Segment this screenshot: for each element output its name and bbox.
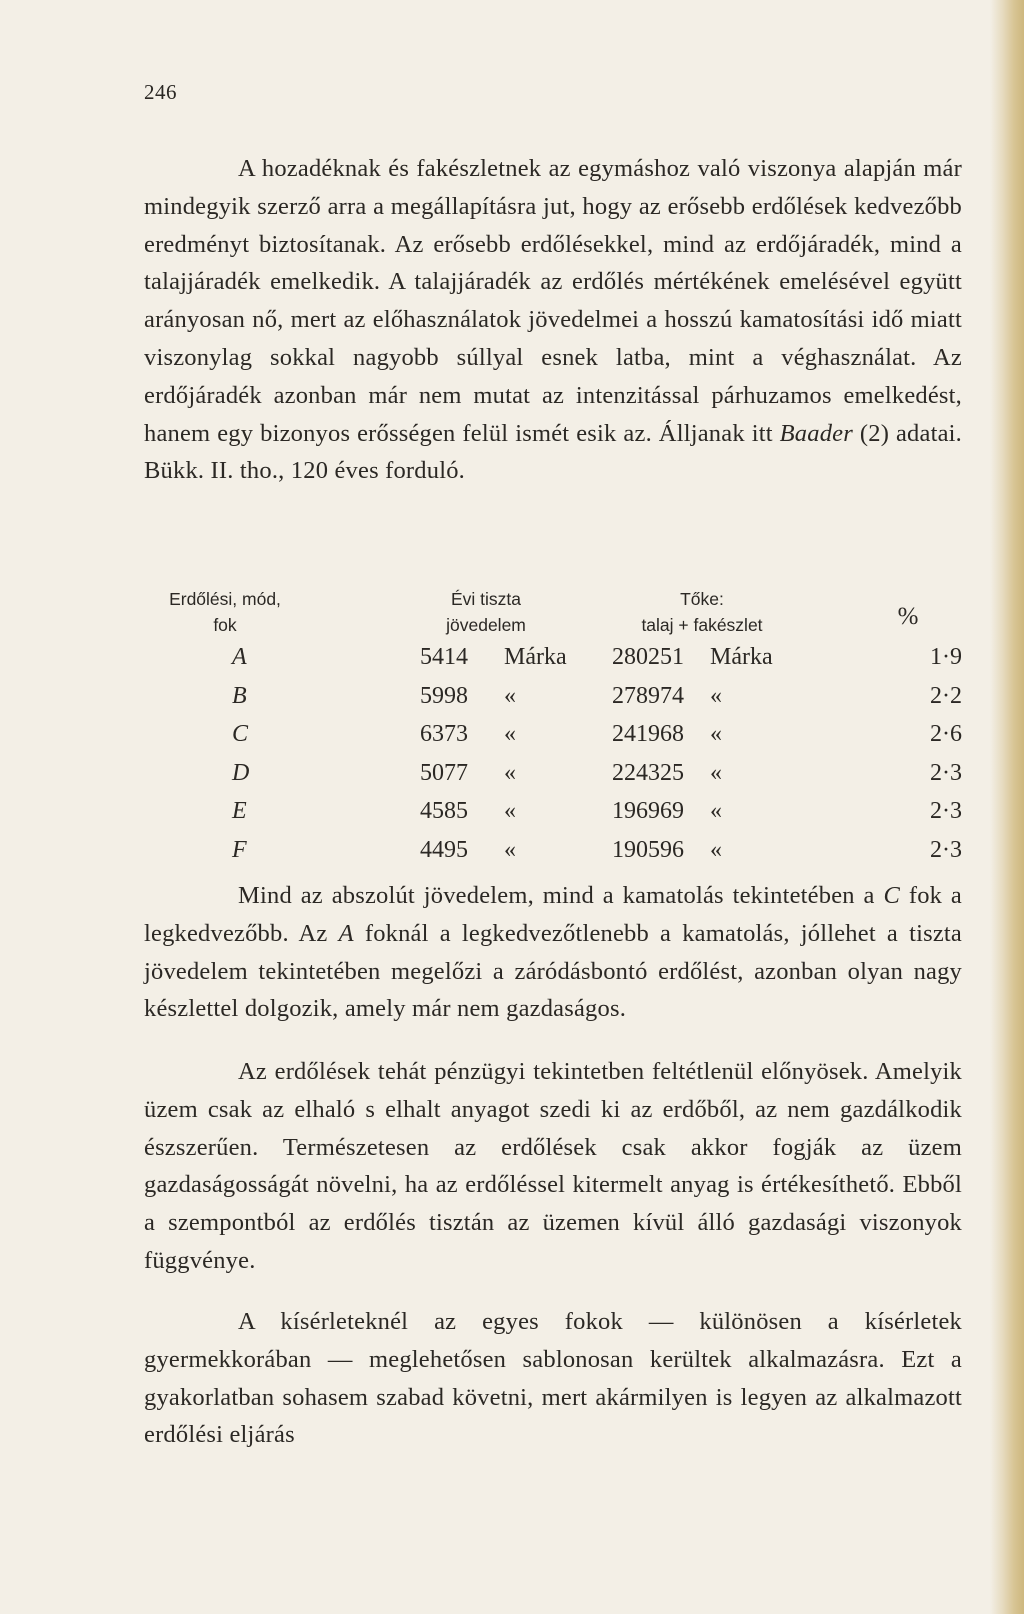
table-header bbox=[144, 586, 974, 644]
cell-percent: 1·9 bbox=[930, 644, 962, 670]
table-row bbox=[144, 798, 974, 837]
paragraph-2-text-e: foknál a legkedvezőtlenebb a kamatolás, jóllehet a tiszta jövedelem tekintetében megelőzi a záródásbontó erdőlést, azonban olyan nagy készlettel dolgozik, amely már nem gazdaságos. bbox=[144, 919, 962, 1023]
cell-jov-unit: « bbox=[504, 721, 516, 747]
paragraph-3-text: Az erdőlések tehát pénzügyi tekintetben feltétlenül előnyösek. Amelyik üzem csak az elhaló s elhalt anyagot szedi ki az erdőből, az nem gazdálkodik észszerűen. Természetesen az erdőlések csak akkor fogják az üzem gazdaságosságát növelni, ha az erdőléssel kitermelt anyag is értékesíthető. Ebből a szempontból az erdőlés tisztán az üzemen kívül álló gazdasági viszonyok függvénye. bbox=[144, 1058, 962, 1274]
header-jovedelem bbox=[421, 586, 551, 638]
header-toke-line1: Tőke: bbox=[680, 589, 724, 609]
table-row bbox=[144, 683, 974, 722]
header-toke bbox=[607, 586, 797, 638]
cell-fok: B bbox=[232, 682, 247, 709]
cell-jov-unit: « bbox=[504, 798, 516, 824]
header-jov-line1: Évi tiszta bbox=[450, 589, 522, 609]
header-fok-line1: Erdőlési, mód, bbox=[169, 589, 281, 609]
cell-fok: C bbox=[232, 721, 249, 747]
header-jov-line2: jövedelem bbox=[446, 615, 526, 635]
cell-jov-unit: Márka bbox=[504, 644, 567, 670]
header-percent: % bbox=[897, 603, 919, 630]
cell-fok: A bbox=[232, 644, 247, 670]
paragraph-3 bbox=[144, 1053, 962, 1280]
cell-toke: 190596 bbox=[612, 836, 684, 863]
cell-percent: 2·2 bbox=[930, 682, 962, 709]
cell-toke: 196969 bbox=[612, 798, 684, 824]
cell-jovedelem: 5998 bbox=[420, 682, 468, 709]
paragraph-2-text-a: Mind az abszolút jövedelem, mind a kamatolás tekintetében a bbox=[238, 882, 884, 909]
paragraph-2 bbox=[144, 877, 962, 1028]
cell-fok: F bbox=[232, 836, 247, 863]
fok-label-c: C bbox=[883, 882, 901, 909]
header-fok-line2: fok bbox=[213, 615, 237, 635]
table-row bbox=[144, 644, 974, 683]
header-fok bbox=[148, 586, 302, 638]
cell-toke: 278974 bbox=[612, 682, 684, 709]
cell-jovedelem: 4495 bbox=[420, 836, 468, 863]
cell-toke-unit: « bbox=[710, 759, 722, 786]
cell-jov-unit: « bbox=[504, 836, 516, 863]
paragraph-4 bbox=[144, 1303, 962, 1454]
header-toke-line2: talaj + fakészlet bbox=[641, 615, 763, 635]
cell-percent: 2·3 bbox=[930, 759, 962, 786]
author-name: Baader bbox=[779, 419, 853, 447]
table-row bbox=[144, 760, 974, 799]
page-edge-shadow bbox=[990, 0, 1024, 1614]
cell-toke-unit: « bbox=[710, 798, 722, 824]
paragraph-4-text: A kísérleteknél az egyes fokok — különösen a kísérletek gyermekkorában — meglehetősen sablonosan kerültek alkalmazásra. Ezt a gyakorlatban sohasem szabad követni, mert akármilyen is legyen az alkalmazott erdőlési eljárás bbox=[144, 1308, 962, 1449]
cell-fok: E bbox=[232, 798, 247, 824]
fok-label-a: A bbox=[338, 919, 354, 947]
paragraph-1-end: (2) adatai. Bükk. II. tho., 120 éves forduló. bbox=[144, 419, 962, 485]
cell-toke: 280251 bbox=[612, 644, 684, 670]
cell-jov-unit: « bbox=[504, 759, 516, 786]
cell-jovedelem: 6373 bbox=[420, 721, 468, 747]
cell-toke-unit: Márka bbox=[710, 644, 773, 670]
cell-percent: 2·3 bbox=[930, 798, 962, 824]
cell-toke-unit: « bbox=[710, 682, 722, 709]
table-row bbox=[144, 721, 974, 760]
cell-jovedelem: 5077 bbox=[420, 759, 468, 786]
data-table bbox=[144, 586, 974, 875]
cell-toke-unit: « bbox=[710, 721, 722, 747]
paragraph-2-text-c: fok a legkedvezőbb. Az bbox=[144, 882, 963, 947]
cell-percent: 2·6 bbox=[930, 721, 962, 747]
cell-percent: 2·3 bbox=[930, 836, 962, 863]
paragraph-1-text: A hozadéknak és fakészletnek az egymáshoz való viszonya alapján már mindegyik szerző arra a megállapításra jut, hogy az erősebb erdőlések kedvezőbb eredményt biztosítanak. Az erősebb erdőlésekkel, mind az erdőjáradék, mind a talajjáradék emelkedik. A talajjáradék az erdőlés mértékének emelésével együtt arányosan nő, mert az előhasználatok jövedelmei a hosszú kamatosítási idő miatt viszonylag sokkal nagyobb súllyal esnek latba, mint a véghasználat. Az erdőjáradék azonban már nem mutat az intenzitással párhuzamos emelkedést, hanem egy bizonyos erősségen felül ismét esik az. Álljanak itt bbox=[144, 155, 962, 447]
cell-jovedelem: 5414 bbox=[420, 644, 468, 670]
cell-toke-unit: « bbox=[710, 836, 722, 863]
cell-fok: D bbox=[232, 759, 250, 786]
paragraph-1 bbox=[144, 150, 962, 490]
cell-jov-unit: « bbox=[504, 682, 516, 709]
cell-toke: 241968 bbox=[612, 721, 684, 747]
cell-jovedelem: 4585 bbox=[420, 798, 468, 824]
table-row bbox=[144, 837, 974, 876]
page-number: 246 bbox=[144, 80, 177, 104]
cell-toke: 224325 bbox=[612, 759, 684, 786]
